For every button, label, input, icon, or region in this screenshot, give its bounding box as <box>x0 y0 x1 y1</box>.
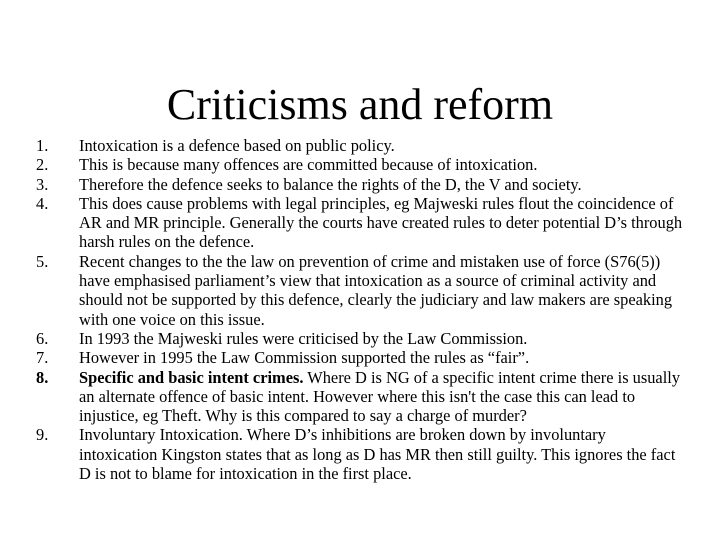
item-text: Recent changes to the the law on prevention of crime and mistaken use of force (S76(5)) have emphasised parliament’s view that intoxication as a source of criminal activity and should not be supported by this defence, clearly the judiciary and law makers are speaking with one voice on this issue. <box>79 251 673 329</box>
item-text: Intoxication is a defence based on public policy. <box>79 136 395 155</box>
item-text: This does cause problems with legal principles, eg Majweski rules flout the coincidence of AR and MR principle. Generally the courts have created rules to deter potential D’s through harsh rules on the defence. <box>79 193 683 252</box>
item-number: 5. <box>36 251 49 271</box>
list-item <box>36 175 686 194</box>
item-text: Therefore the defence seeks to balance the rights of the D, the V and society. <box>79 174 582 194</box>
list-item <box>36 348 686 367</box>
item-text: However in 1995 the Law Commission supported the rules as “fair”. <box>79 348 530 368</box>
item-lead: Specific and basic intent crimes. <box>79 367 304 387</box>
list-item <box>36 194 686 252</box>
item-number: 9. <box>36 425 49 445</box>
list-item <box>36 155 686 174</box>
list-item <box>36 368 686 426</box>
item-text: Involuntary Intoxication. Where D’s inhibitions are broken down by involuntary intoxication Kingston states that as long as D has MR then still guilty. This ignores the fact D is not to blame for intoxication in the first place. <box>79 425 676 484</box>
item-text: This is because many offences are committed because of intoxication. <box>79 155 538 175</box>
list-item <box>36 136 686 155</box>
item-number: 4. <box>36 193 49 213</box>
points-list <box>36 136 686 483</box>
list-item <box>36 252 686 329</box>
item-number: 2. <box>36 155 49 175</box>
slide-title: Criticisms and reform <box>166 80 554 130</box>
item-number: 1. <box>36 136 49 155</box>
item-number: 7. <box>36 348 49 368</box>
item-text: Where D is NG of a specific intent crime there is usually an alternate offence of basic intent. However where this isn't the case this can lead to injustice, eg Theft. Why is this compared to say a charge of murder? <box>79 367 681 426</box>
item-number: 8. <box>36 367 49 387</box>
list-item <box>36 329 686 348</box>
item-number: 3. <box>36 174 49 194</box>
list-item <box>36 425 686 483</box>
item-text: In 1993 the Majweski rules were criticised by the Law Commission. <box>79 328 528 348</box>
item-number: 6. <box>36 328 49 348</box>
